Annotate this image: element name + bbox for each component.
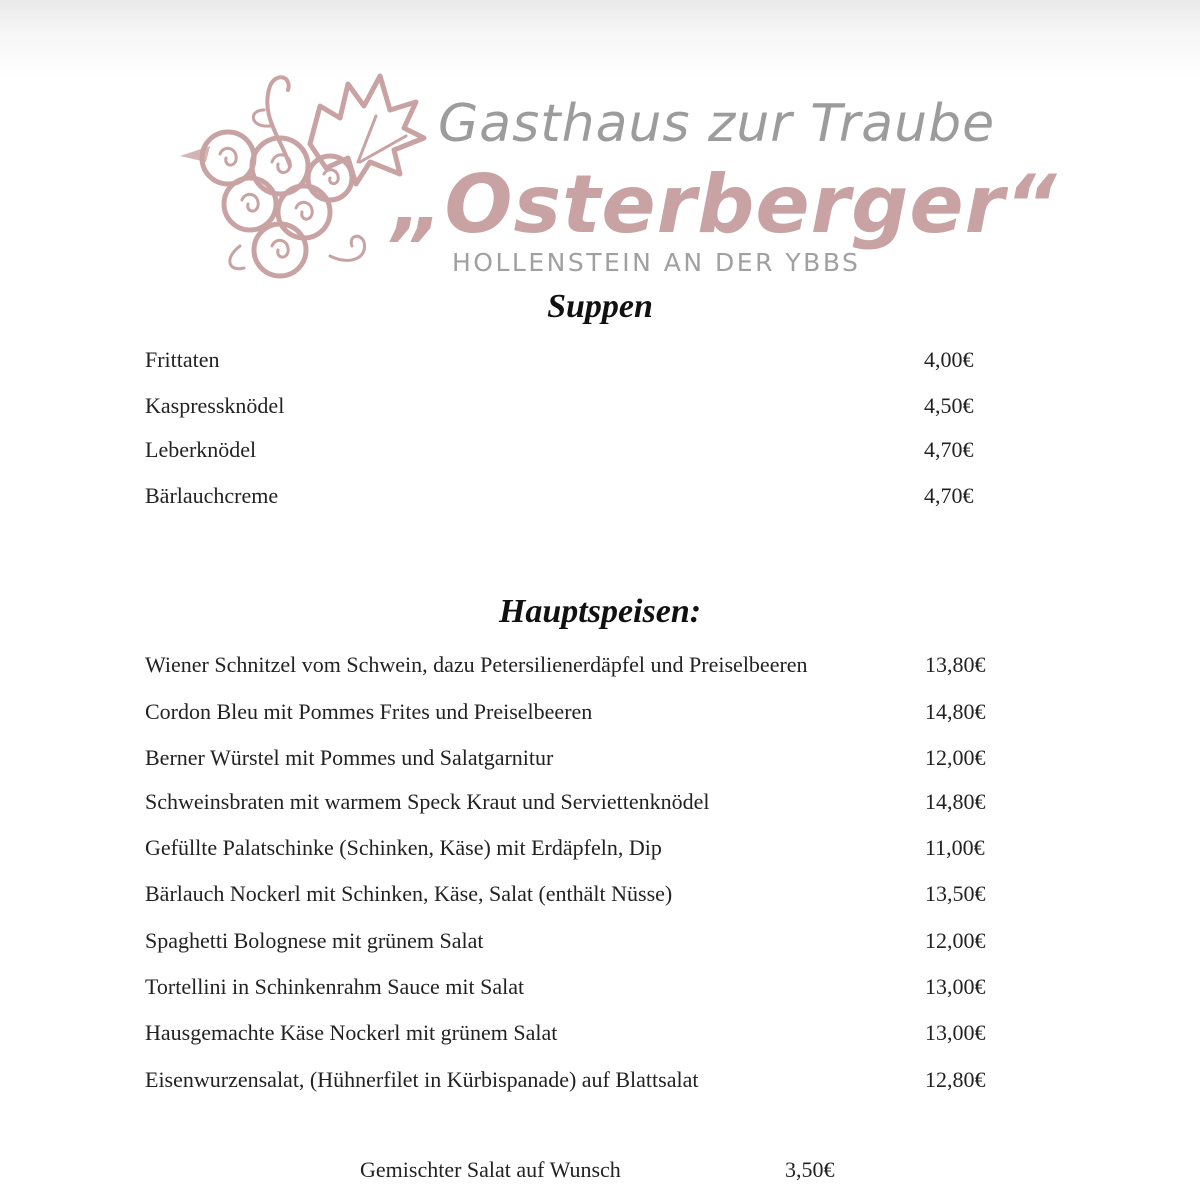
- section-title-hauptspeisen: Hauptspeisen:: [498, 593, 702, 630]
- menu-price: 14,80€: [925, 789, 986, 814]
- menu-item: Gefüllte Palatschinke (Schinken, Käse) mit Erdäpfeln, Dip: [145, 835, 662, 860]
- extra-item: Gemischter Salat auf Wunsch: [360, 1157, 621, 1182]
- menu-price: 4,50€: [924, 393, 974, 418]
- menu-item: Schweinsbraten mit warmem Speck Kraut und Serviettenknödel: [145, 789, 710, 814]
- menu-item: Bärlauchcreme: [145, 483, 279, 508]
- menu-price: 13,50€: [925, 881, 986, 906]
- menu-price: 13,80€: [925, 652, 986, 677]
- menu-item: Eisenwurzensalat, (Hühnerfilet in Kürbispanade) auf Blattsalat: [145, 1067, 699, 1092]
- menu-price: 4,70€: [924, 437, 974, 462]
- menu-item: Hausgemachte Käse Nockerl mit grünem Salat: [145, 1020, 558, 1045]
- menu-price: 4,70€: [924, 483, 974, 508]
- menu-item: Berner Würstel mit Pommes und Salatgarnitur: [145, 745, 554, 770]
- menu-item: Wiener Schnitzel vom Schwein, dazu Petersilienerdäpfel und Preiselbeeren: [145, 652, 808, 677]
- menu-price: 12,00€: [925, 745, 986, 770]
- menu-item: Spaghetti Bolognese mit grünem Salat: [145, 928, 484, 953]
- menu-price: 4,00€: [924, 347, 974, 372]
- menu-item: Bärlauch Nockerl mit Schinken, Käse, Salat (enthält Nüsse): [145, 881, 673, 906]
- menu-price: 14,80€: [925, 699, 986, 724]
- logo-title: Gasthaus zur Traube: [438, 94, 996, 154]
- menu-item: Tortellini in Schinkenrahm Sauce mit Salat: [145, 974, 525, 999]
- logo-location: HOLLENSTEIN AN DER YBBS: [452, 248, 861, 277]
- menu-item: Frittaten: [145, 347, 220, 372]
- menu-price: 13,00€: [925, 974, 986, 999]
- menu-item: Cordon Bleu mit Pommes Frites und Preiselbeeren: [145, 699, 593, 724]
- restaurant-logo: [180, 66, 1058, 288]
- menu-price: 13,00€: [925, 1020, 986, 1045]
- menu-price: 12,80€: [925, 1067, 986, 1092]
- extra-price: 3,50€: [785, 1157, 835, 1182]
- menu-item: Leberknödel: [145, 437, 257, 462]
- section-title-suppen: Suppen: [547, 288, 653, 325]
- menu-item: Kaspressknödel: [145, 393, 285, 418]
- menu-price: 11,00€: [925, 835, 985, 860]
- logo-name: „Osterberger“: [392, 158, 1058, 251]
- menu-price: 12,00€: [925, 928, 986, 953]
